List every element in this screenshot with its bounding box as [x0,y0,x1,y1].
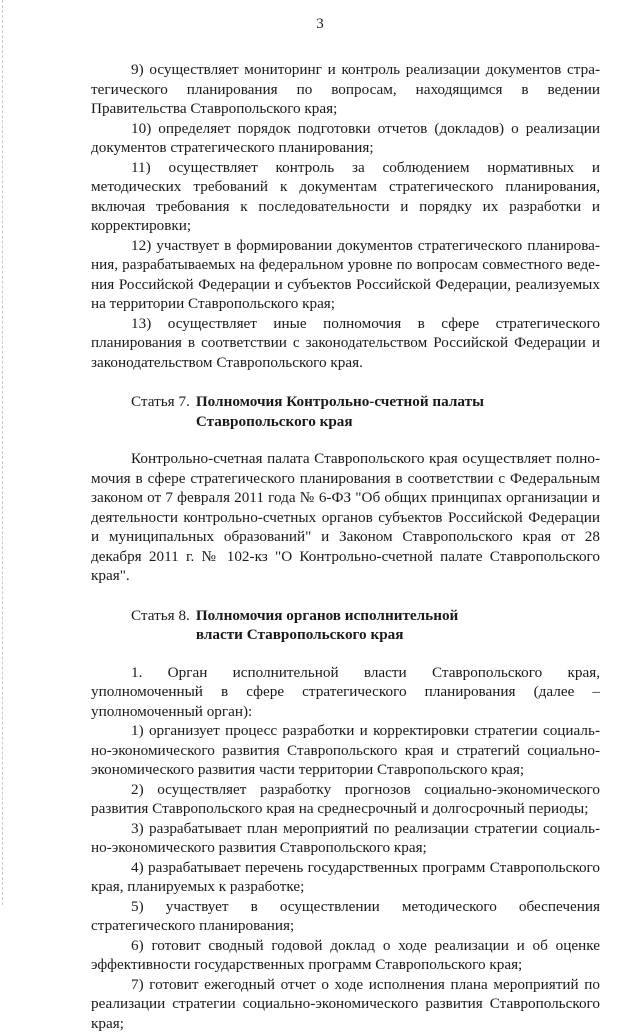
article-7-heading [91,392,600,431]
article-8-intro: 1. Орган исполнительной власти Ставропольского края, уполномоченный в сфере стратегического планирования (далее – уполномоченный орган): [91,663,600,722]
list-item: 13) осуществляет иные полномочия в сфере стратегического планирования в соответствии с законодательством Российской Федерации и законодательством Ставропольского края. [91,314,600,373]
list-item: 11) осуществляет контроль за соблюдением нормативных и методических требований к документам стратегического планирования, включая требования к последовательности и порядку их разработки и корректировки; [91,158,600,236]
list-item: 3) разрабатывает план мероприятий по реализации стратегии социально-экономического развития Ставропольского края; [91,819,600,858]
page-number: 3 [0,16,640,33]
article-title: Полномочия органов исполнительной власти Ставропольского края [196,606,496,645]
list-item: 2) осуществляет разработку прогнозов социально-экономического развития Ставропольского края на среднесрочный и долгосрочный периоды; [91,780,600,819]
article-number: Статья 8. [91,606,190,645]
article-8-heading [91,606,600,645]
article-7-text: Контрольно-счетная палата Ставропольского края осуществляет полномочия в сфере стратегического планирования в соответствии с Федеральным законом от 7 февраля 2011 года № 6-ФЗ "Об общих принципах организации и деятельности контрольно-счетных органов субъектов Российской Федерации и муниципальных образований" и Законом Ставропольского края от 28 декабря 2011 г. № 102-кз "О Контрольно-счетной палате Ставропольского края". [91,449,600,586]
list-item: 4) разрабатывает перечень государственных программ Ставропольского края, планируемых к разработке; [91,858,600,897]
list-item: 7) готовит ежегодный отчет о ходе исполнения плана мероприятий по реализации стратегии социально-экономического развития Ставропольского края; [91,975,600,1033]
binding-edge-mark [2,0,4,905]
article-number: Статья 7. [91,392,190,431]
list-item: 5) участвует в осуществлении методического обеспечения стратегического планирования; [91,897,600,936]
list-item: 10) определяет порядок подготовки отчетов (докладов) о реализации документов стратегического планирования; [91,119,600,158]
list-item: 1) организует процесс разработки и корректировки стратегии социально-экономического развития Ставропольского края и стратегий социально-экономического развития части территории Ставропольского края; [91,721,600,780]
list-item: 12) участвует в формировании документов стратегического планирования, разрабатываемых на федеральном уровне по вопросам совместного ведения Российской Федерации и субъектов Российской Федерации, реализуемых на территории Ставропольского края; [91,236,600,314]
article-title: Полномочия Контрольно-счетной палаты Ставропольского края [196,392,496,431]
document-body [91,60,600,1033]
list-item: 6) готовит сводный годовой доклад о ходе реализации и об оценке эффективности государственных программ Ставропольского края; [91,936,600,975]
list-item: 9) осуществляет мониторинг и контроль реализации документов стратегического планирования по вопросам, находящимся в ведении Правительства Ставропольского края; [91,60,600,119]
